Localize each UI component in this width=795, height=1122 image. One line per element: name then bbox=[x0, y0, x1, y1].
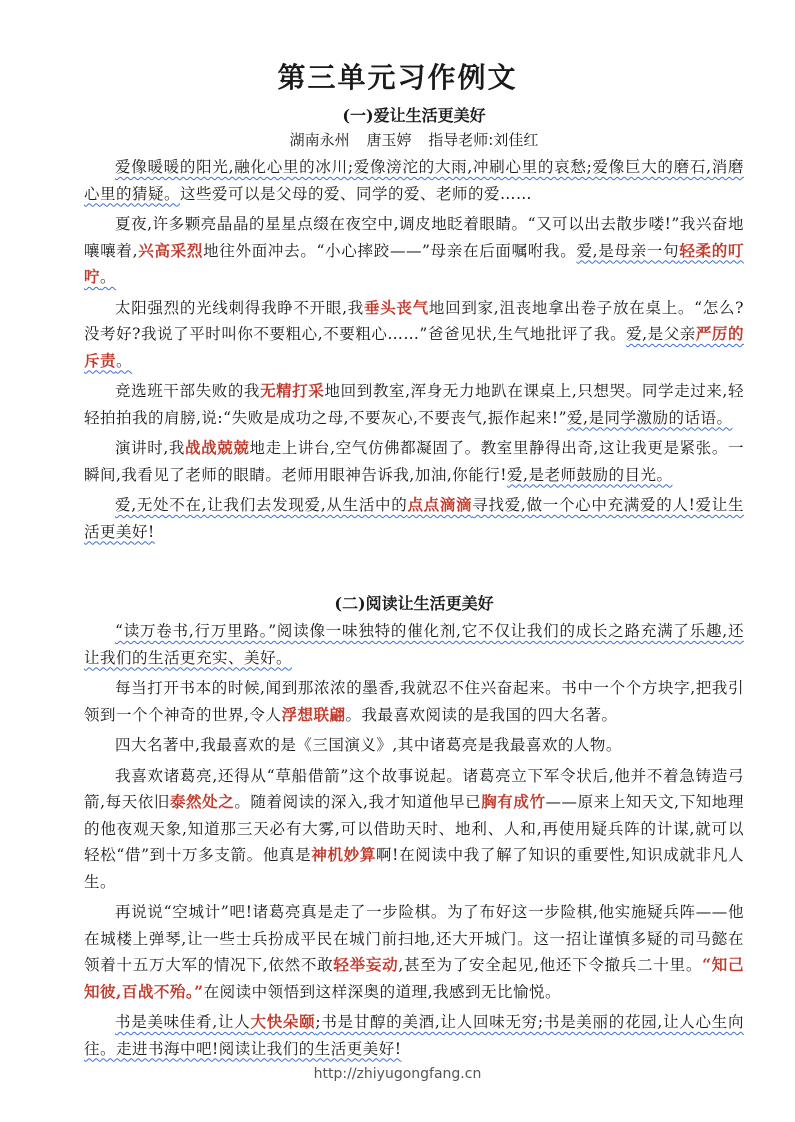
text-run: 我喜欢诸葛亮,还得从“草船借箭”这个故事说起。诸葛亮立下军令状后,他并不着急铸造弓箭,每天依旧 bbox=[84, 766, 744, 811]
highlighted-phrase: 兴高采烈 bbox=[138, 240, 204, 260]
highlighted-phrase: 无精打采 bbox=[260, 381, 325, 400]
advisor-name: 指导老师:刘佳红 bbox=[428, 131, 539, 149]
highlighted-phrase: 大快朵颐 bbox=[250, 1012, 316, 1031]
author-name: 唐玉婷 bbox=[366, 131, 412, 149]
section-body bbox=[84, 154, 744, 545]
footer-url: http://zhiyugongfang.cn bbox=[313, 1066, 482, 1082]
text-run: 地回到教室,浑身无力地趴在课桌上,只想哭。同学走过来,轻轻拍拍我的肩膀,说:“失败是成功之母,不要灰心,不要丧气,振作起来!” bbox=[84, 382, 744, 427]
text-run: 这些爱可以是父母的爱、同学的爱、老师的爱…… bbox=[180, 184, 533, 203]
highlighted-phrase: 浮想联翩 bbox=[281, 704, 346, 724]
highlighted-phrase: 泰然处之 bbox=[169, 792, 235, 811]
paragraph bbox=[84, 435, 744, 488]
section-title: (一)爱让生活更美好 bbox=[342, 106, 486, 125]
text-run: 地走上讲台,空气仿佛都凝固了。教室里静得出奇,这让我更是紧张。一瞬间,我看见了老师的眼睛。老师用眼神告诉我,加油,你能行! bbox=[84, 439, 744, 484]
text-run: 太阳强烈的光线刺得我睁不开眼,我 bbox=[115, 298, 364, 317]
text-run: 爱像暖暖的阳光,融化心里的冰川;爱像滂沱的大雨,冲刷心里的哀愁;爱像巨大的磨石,消磨心里的猜疑。 bbox=[84, 158, 744, 203]
text-run: 。随着阅读的深入,我才知道他早已 bbox=[234, 793, 482, 811]
highlighted-phrase: 点点滴滴 bbox=[407, 495, 473, 514]
highlighted-phrase: 战战兢兢 bbox=[185, 438, 250, 457]
byline bbox=[84, 128, 744, 152]
text-run: 爱,是母亲一句 bbox=[576, 241, 680, 260]
text-run: ,甚至为了安全起见,他还下令撤兵二十里。 bbox=[398, 956, 703, 974]
text-run: 地回到家,沮丧地拿出卷子放在桌上。“怎么?没考好?我说了平时叫你不要粗心,不要粗心……”爸爸见状,生气地批评了我。 bbox=[84, 298, 744, 343]
highlighted-phrase: 轻柔的叮咛 bbox=[84, 240, 744, 286]
text-run: 每当打开书本的时候,闻到那浓浓的墨香,我就忍不住兴奋起来。书中一个个方块字,把我引领到一个个神奇的世界,令人 bbox=[84, 679, 744, 724]
text-run: ——原来上知天文,下知地理的他夜观天象,知道那三天必有大雾,可以借助天时、地利、人和,再使用疑兵阵的计谋,就可以轻松“借”到十万多支箭。他真是 bbox=[84, 793, 744, 864]
section-title: (二)阅读让生活更美好 bbox=[334, 594, 494, 613]
text-run: 爱,是同学激励的话语。 bbox=[567, 408, 733, 427]
text-run: 再说说“空城计”吧!诸葛亮真是走了一步险棋。为了布好这一步险棋,他实施疑兵阵——他在城楼上弹琴,让一些士兵扮成平民在城门前扫地,还大开城门。这一招让谨慎多疑的司马懿在领着十五万大军的情况下,依然不敢 bbox=[84, 903, 744, 974]
highlighted-phrase: 垂头丧气 bbox=[363, 297, 429, 317]
paragraph bbox=[84, 378, 744, 431]
text-run: 。 bbox=[116, 351, 133, 370]
paragraph bbox=[84, 154, 744, 207]
section-love bbox=[84, 104, 744, 549]
text-run: 爱,是父亲 bbox=[626, 325, 696, 343]
paragraph bbox=[84, 492, 744, 545]
highlighted-phrase: “知己知彼,百战不殆。” bbox=[84, 955, 744, 1001]
highlighted-phrase: 轻举妄动 bbox=[333, 955, 399, 974]
text-run: 。 bbox=[100, 268, 117, 286]
text-run: 。我最喜欢阅读的是我国的四大名著。 bbox=[345, 705, 618, 724]
author-location: 湖南永州 bbox=[289, 131, 350, 149]
text-run: 在阅读中领悟到这样深奥的道理,我感到无比愉悦。 bbox=[203, 982, 561, 1001]
highlighted-phrase: 严厉的斥责 bbox=[84, 324, 744, 370]
paragraph bbox=[84, 211, 744, 291]
text-run: 竞选班干部失败的我 bbox=[115, 382, 261, 400]
text-run: 爱,无处不在,让我们去发现爱,从生活中的 bbox=[115, 496, 408, 514]
text-run: 演讲时,我 bbox=[115, 439, 186, 457]
highlighted-phrase: 神机妙算 bbox=[311, 845, 377, 864]
paragraph bbox=[84, 675, 744, 728]
text-run: 四大名著中,我最喜欢的是《三国演义》,其中诸葛亮是我最喜欢的人物。 bbox=[115, 736, 622, 754]
section-reading bbox=[84, 592, 744, 1066]
text-run: 寻找爱,做一个心中充满爱的人!爱让生活更美好! bbox=[84, 496, 744, 541]
text-run: “读万卷书,行万里路。”阅读像一味独特的催化剂,它不仅让我们的成长之路充满了乐趣,还让我们的生活更充实、美好。 bbox=[84, 622, 744, 667]
text-run: 地往外面冲去。“小心摔跤——”母亲在后面嘱咐我。 bbox=[203, 241, 577, 260]
text-run: 书是美味佳肴,让人 bbox=[115, 1013, 251, 1031]
paragraph bbox=[84, 732, 744, 759]
text-run: 爱,是老师鼓励的目光。 bbox=[507, 465, 673, 484]
page-title: 第三单元习作例文 bbox=[277, 61, 518, 94]
paragraph bbox=[84, 1009, 744, 1062]
text-run: 夏夜,许多颗亮晶晶的星星点缀在夜空中,调皮地眨着眼睛。“又可以出去散步喽!”我兴奋地嚷嚷着, bbox=[84, 215, 744, 260]
paragraph bbox=[84, 763, 744, 896]
text-run: ;书是甘醇的美酒,让人回味无穷;书是美丽的花园,让人心生向往。走进书海中吧!阅读让我们的生活更美好! bbox=[84, 1013, 744, 1058]
text-run: 啊!在阅读中我了解了知识的重要性,知识成就非凡人生。 bbox=[84, 846, 744, 891]
highlighted-phrase: 胸有成竹 bbox=[481, 792, 546, 811]
paragraph bbox=[84, 899, 744, 1005]
paragraph bbox=[84, 295, 744, 375]
section-body bbox=[84, 618, 744, 1062]
paragraph bbox=[84, 618, 744, 671]
